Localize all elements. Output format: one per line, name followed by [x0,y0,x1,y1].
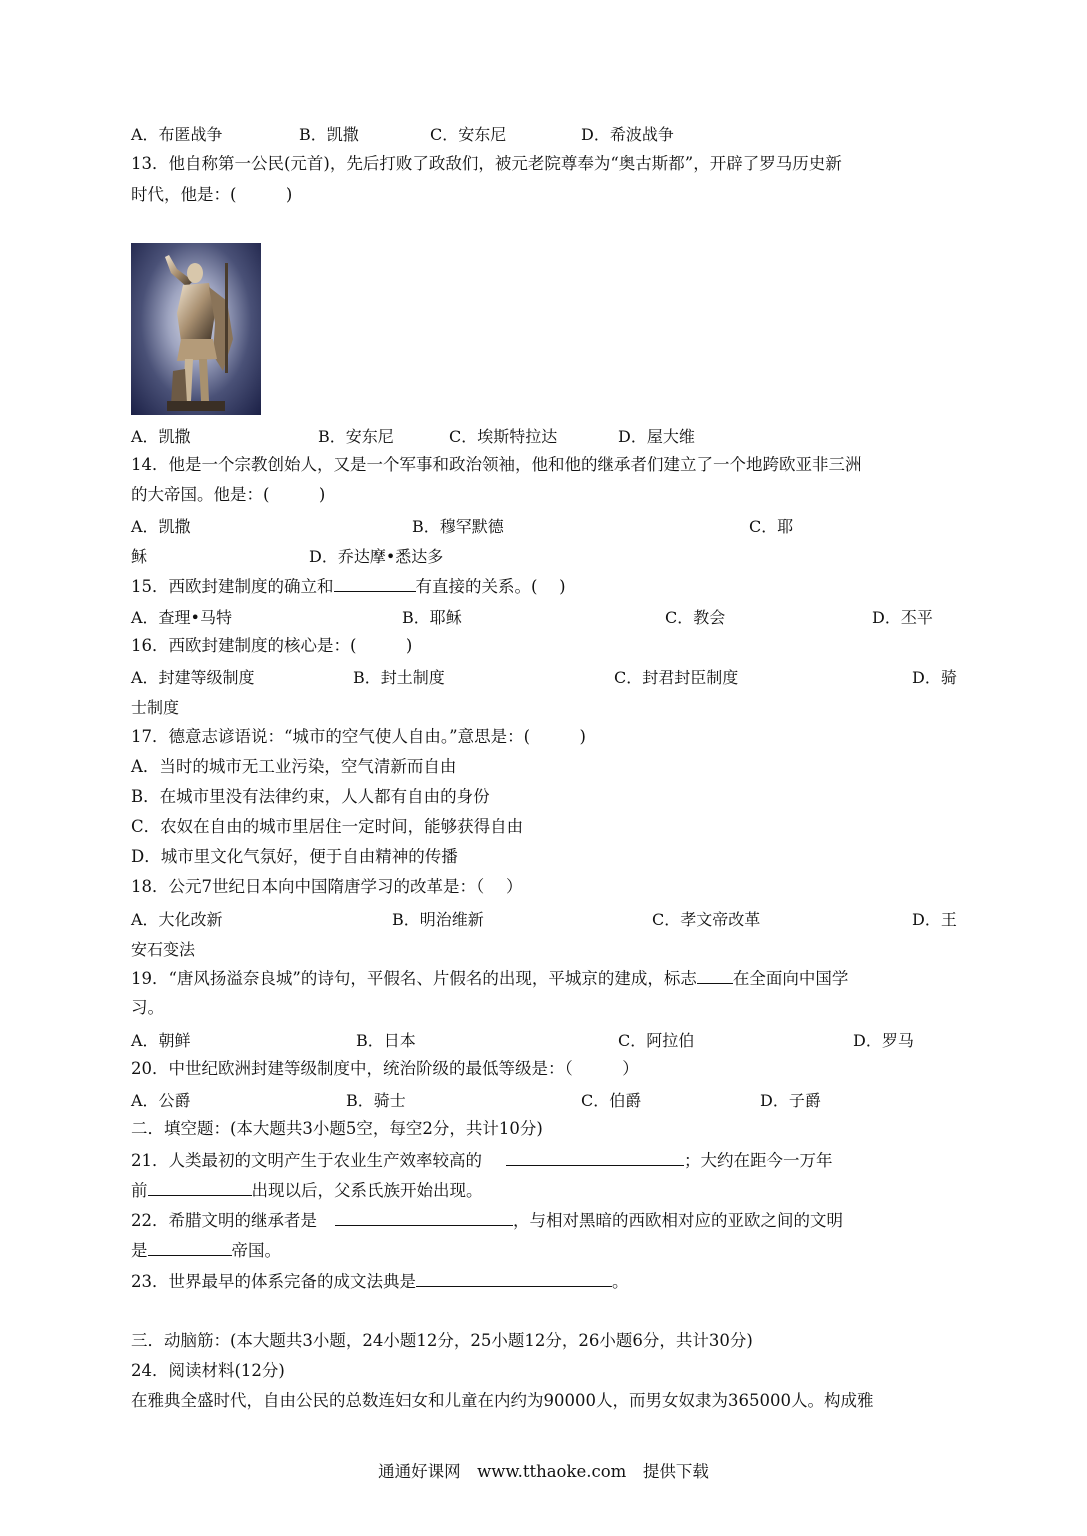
q22-line2 [131,1239,281,1262]
q23-post: 。 [612,1272,629,1291]
q14-stem-line2: 的大帝国。他是：( ) [131,485,326,504]
q12-option-a: A．布匿战争 [131,125,223,144]
q17-option-b: B．在城市里没有法律约束，人人都有自由的身份 [131,787,490,806]
q18-option-b: B．明治维新 [392,910,484,929]
q24-title: 24．阅读材料(12分) [131,1361,285,1380]
q14-stem-line1: 14．他是一个宗教创始人，又是一个军事和政治领袖，他和他的继承者们建立了一个地跨欧亚非三洲 [131,455,862,474]
page-footer: 通通好课网 www.tthaoke.com 提供下载 [378,1462,709,1481]
q15-option-d: D．丕平 [872,608,933,627]
q12-option-b: B．凯撒 [299,125,359,144]
statue-icon [131,243,261,415]
q19-option-b: B．日本 [356,1031,416,1050]
q22-blank-2[interactable] [148,1239,232,1256]
q13-stem-line1: 13．他自称第一公民(元首)，先后打败了政敌们，被元老院尊奉为“奥古斯都”，开辟了罗马历史新 [131,154,842,173]
q21-line2-pre: 前 [131,1181,148,1200]
q18-option-a: A．大化改新 [131,910,223,929]
q19-stem-line2: 习。 [131,998,164,1017]
q14-option-c-wrap: 稣 [131,547,148,566]
q16-option-b: B．封土制度 [353,668,445,687]
q22-line2-post: 帝国。 [231,1241,281,1260]
q15-option-c: C．教会 [665,608,726,627]
q18-option-c: C．孝文帝改革 [652,910,761,929]
q12-option-d: D．希波战争 [581,125,674,144]
q20-stem: 20．中世纪欧洲封建等级制度中，统治阶级的最低等级是：（ ） [131,1059,639,1078]
q23-pre: 23．世界最早的体系完备的成文法典是 [131,1272,416,1291]
q14-option-a: A．凯撒 [131,517,191,536]
q16-stem: 16．西欧封建制度的核心是：( ) [131,636,413,655]
q14-option-b: B．穆罕默德 [412,517,504,536]
section-3-heading: 三．动脑筋：(本大题共3小题，24小题12分，25小题12分，26小题6分，共计30分) [131,1331,753,1350]
q19-option-a: A．朝鲜 [131,1031,191,1050]
q18-option-d: D．王 [912,910,957,929]
q21-blank-2[interactable] [148,1179,252,1196]
q14-option-c: C．耶 [749,517,794,536]
q21-mid: ；大约在距今一万年 [684,1151,833,1170]
q14-option-d: D．乔达摩•悉达多 [309,547,444,566]
q17-stem: 17．德意志谚语说：“城市的空气使人自由。”意思是：( ) [131,727,586,746]
q21-line2 [131,1179,483,1202]
q22-pre: 22．希腊文明的继承者是 [131,1211,317,1230]
q16-option-d: D．骑 [912,668,957,687]
q20-option-b: B．骑士 [346,1091,406,1110]
q21-blank-1[interactable] [506,1149,684,1166]
q21-pre: 21．人类最初的文明产生于农业生产效率较高的 [131,1151,482,1170]
q16-option-c: C．封君封臣制度 [614,668,739,687]
q24-material-line1: 在雅典全盛时代，自由公民的总数连妇女和儿童在内约为90000人，而男女奴隶为365000人。构成雅 [131,1391,874,1410]
q13-stem-line2: 时代，他是：( ) [131,185,293,204]
q20-option-d: D．子爵 [760,1091,821,1110]
section-2-heading: 二．填空题：(本大题共3小题5空，每空2分，共计10分) [131,1119,543,1138]
q15-stem-pre: 15．西欧封建制度的确立和 [131,577,334,596]
q19-stem-pre: 19．“唐风扬溢奈良城”的诗句，平假名、片假名的出现，平城京的建成，标志 [131,969,697,988]
q16-option-a: A．封建等级制度 [131,668,255,687]
q15-stem [131,575,566,598]
q18-stem: 18．公元7世纪日本向中国隋唐学习的改革是：（ ） [131,877,523,896]
q21-line1 [131,1149,833,1172]
q17-option-a: A．当时的城市无工业污染，空气清新而自由 [131,757,457,776]
q19-option-d: D．罗马 [853,1031,914,1050]
q15-option-a: A．查理•马特 [131,608,232,627]
q19-stem-post: 在全面向中国学 [732,969,849,988]
q22-blank-1[interactable] [335,1209,513,1226]
q19-blank[interactable] [697,967,733,984]
q12-option-c: C．安东尼 [430,125,507,144]
q23-line [131,1270,629,1293]
augustus-statue-photo [131,243,261,415]
q16-option-d-wrap: 士制度 [131,698,180,717]
q13-option-a: A．凯撒 [131,427,191,446]
q21-line2-post: 出现以后，父系氏族开始出现。 [251,1181,483,1200]
q22-line1 [131,1209,843,1232]
q23-blank[interactable] [416,1270,612,1287]
q13-option-d: D．屋大维 [618,427,695,446]
q22-mid: ，与相对黑暗的西欧相对应的亚欧之间的文明 [513,1211,843,1230]
q15-option-b: B．耶稣 [402,608,462,627]
q19-stem-line1 [131,967,848,990]
q13-option-c: C．埃斯特拉达 [449,427,558,446]
q19-option-c: C．阿拉伯 [618,1031,695,1050]
q17-option-d: D．城市里文化气氛好，便于自由精神的传播 [131,847,458,866]
q15-stem-post: 有直接的关系。( ) [415,577,566,596]
q22-line2-pre: 是 [131,1241,148,1260]
q15-blank[interactable] [334,575,416,592]
q13-option-b: B．安东尼 [318,427,394,446]
q18-option-d-wrap: 安石变法 [131,940,196,959]
q17-option-c: C．农奴在自由的城市里居住一定时间，能够获得自由 [131,817,524,836]
q20-option-c: C．伯爵 [581,1091,642,1110]
q20-option-a: A．公爵 [131,1091,191,1110]
